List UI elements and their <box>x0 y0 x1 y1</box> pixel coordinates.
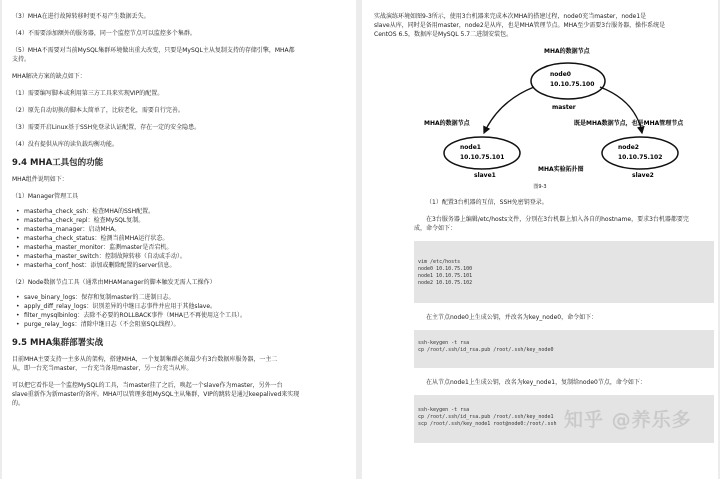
slave2-node-label: 既是MHA数据节点，也是MHA管理节点 <box>574 120 684 127</box>
slave1-node-ip: 10.10.75.101 <box>460 154 505 161</box>
slave1-node-name: node1 <box>460 144 481 151</box>
paragraph-line: 可以把它看作是一个监控MySQL的工具，当master挂了之后，唤起一个slave作为master，另外一台 <box>12 382 283 389</box>
paragraph: （1）配置3台机器的互信，SSH免密钥登录。 <box>426 199 548 206</box>
paragraph: 在主节点node0上生成公钥，并改名为key_node0，命令如下： <box>426 314 598 321</box>
slave1-node-ellipse <box>444 137 520 169</box>
paragraph: （3）需要开启Linux基于SSH免登录认证配置，存在一定的安全隐患。 <box>12 124 201 131</box>
paragraph-line: 成，命令如下： <box>414 225 457 232</box>
section-heading: 9.4 MHA工具包的功能 <box>12 158 104 168</box>
list-item: • purge_relay_logs：清除中继日志（不会阻塞SQL线程）。 <box>12 320 342 329</box>
topology-diagram <box>374 41 706 183</box>
slave2-node-name: node2 <box>618 144 639 151</box>
list-item: • masterha_conf_host：添加或删除配置的server信息。 <box>12 261 342 270</box>
paragraph: （4）没有提供从库的读负载均衡功能。 <box>12 141 118 148</box>
master-node-ip: 10.10.75.100 <box>550 81 595 88</box>
list-item: • save_binary_logs：保存和复制master的二进制日志。 <box>12 293 342 302</box>
code-line: scp /root/.ssh/key_node1 root@node0:/root/.ssh <box>418 421 557 427</box>
paragraph: 在从节点node1上生成公钥，改名为key_node1，复制给node0节点，命令如下： <box>426 379 646 386</box>
diagram-caption: MHA实验拓扑图 <box>538 166 584 173</box>
list-item: • masterha_master_switch：控制故障转移（自动或手动）。 <box>12 252 342 261</box>
figure-caption: 图9-3 <box>533 184 547 190</box>
left-page <box>2 0 356 479</box>
code-line: node2 10.10.75.102 <box>418 280 473 286</box>
code-line: node0 10.10.75.100 <box>418 266 473 272</box>
slave1-role-label: slave1 <box>474 172 496 179</box>
master-node-label: MHA的数据节点 <box>544 48 590 55</box>
paragraph-line: slave从库，同时是备用master，node2是从库，也是MHA管理节点。MHA至少需要3台服务器，操作系统是 <box>374 22 666 29</box>
node-tool-list <box>12 293 342 329</box>
paragraph: （2）原先自动切换的脚本太简单了，比较老化，需要自行完善。 <box>12 107 184 114</box>
list-item: • masterha_check_status：检测当前MHA运行状态。 <box>12 234 342 243</box>
list-item: • apply_diff_relay_logs：识别差异的中继日志事件并应用于其他slave。 <box>12 302 342 311</box>
code-line: cp /root/.ssh/id_rsa.pub /root/.ssh/key_node1 <box>418 414 554 420</box>
list-item: • filter_mysqlbinlog：去除不必要的ROLLBACK事件（MHA已不再使用这个工具）。 <box>12 311 342 320</box>
slave2-node-ellipse <box>602 137 678 169</box>
subheading: （2）Node数据节点工具（通常由MHAManager的脚本触发无需人工操作） <box>12 279 216 286</box>
paragraph-line: 实战演练环境如图9-3所示，使用3台机器来完成本次MHA的搭建过程，node0充当master，node1是 <box>374 13 647 20</box>
list-item: • masterha_manager：启动MHA。 <box>12 225 342 234</box>
list-item: • masterha_check_ssh：检查MHA的SSH配置。 <box>12 207 342 216</box>
slave1-node-label: MHA的数据节点 <box>424 120 470 127</box>
paragraph: （3）MHA在进行故障转移时更不易产生数据丢失。 <box>12 13 150 20</box>
section-heading: 9.5 MHA集群部署实战 <box>12 338 104 348</box>
paragraph: 支持。 <box>12 56 31 63</box>
manager-tool-list <box>12 207 342 270</box>
code-line: node1 10.10.75.101 <box>418 273 473 279</box>
paragraph: MHA组件说明如下： <box>12 176 68 183</box>
paragraph-line: CentOS 6.5，数据库是MySQL 5.7二进制安装包。 <box>374 31 513 38</box>
code-line: ssh-keygen -t rsa <box>418 407 470 413</box>
paragraph: （5）MHA不需要对当前MySQL集群环境做出重大改变，只要是MySQL主从复制支持的存储引擎，MHA都 <box>12 47 295 54</box>
paragraph: （1）需要编写脚本或利用第三方工具来实现VIP的配置。 <box>12 90 164 97</box>
list-item: • masterha_master_monitor：监测master是否宕机。 <box>12 243 342 252</box>
paragraph: （4）不需要添加额外的服务器，同一个监控节点可以监控多个集群。 <box>12 30 196 37</box>
list-item: • masterha_check_repl：检查MySQL复制。 <box>12 216 342 225</box>
paragraph-line: 从，即一台充当master，一台充当备用master，另一台充当从库。 <box>12 365 193 372</box>
paragraph: MHA解决方案的缺点如下： <box>12 73 86 80</box>
watermark-text: 知乎 @养乐多 <box>564 409 692 431</box>
paragraph-line: 目前MHA主要支持一主多从的架构，搭建MHA，一个复制集群必须最少有3台数据库服务器，一主二 <box>12 356 278 363</box>
master-role-label: master <box>552 104 576 111</box>
code-block-node0 <box>414 330 714 368</box>
code-line: ssh-keygen -t rsa <box>418 340 470 346</box>
master-node-name: node0 <box>550 71 571 78</box>
slave2-role-label: slave2 <box>632 172 654 179</box>
paragraph-line: 的。 <box>12 400 25 407</box>
code-block-hosts <box>414 241 714 303</box>
paragraph-line: slave重新作为新master的备库。MHA可以管理多组MySQL主从集群，VIP的跳转是通过keepalived来实现 <box>12 391 300 398</box>
subheading: （1）Manager管理工具 <box>12 193 79 200</box>
paragraph-line: 在3台服务器上编辑/etc/hosts文件，分别在3台机器上加入各自的hostname，要求3台机器都要完 <box>426 216 689 223</box>
code-line: cp /root/.ssh/id_rsa.pub /root/.ssh/key_node0 <box>418 347 554 353</box>
slave2-node-ip: 10.10.75.102 <box>618 154 663 161</box>
code-line: vim /etc/hosts <box>418 259 461 265</box>
replication-arrow-left <box>484 87 534 133</box>
